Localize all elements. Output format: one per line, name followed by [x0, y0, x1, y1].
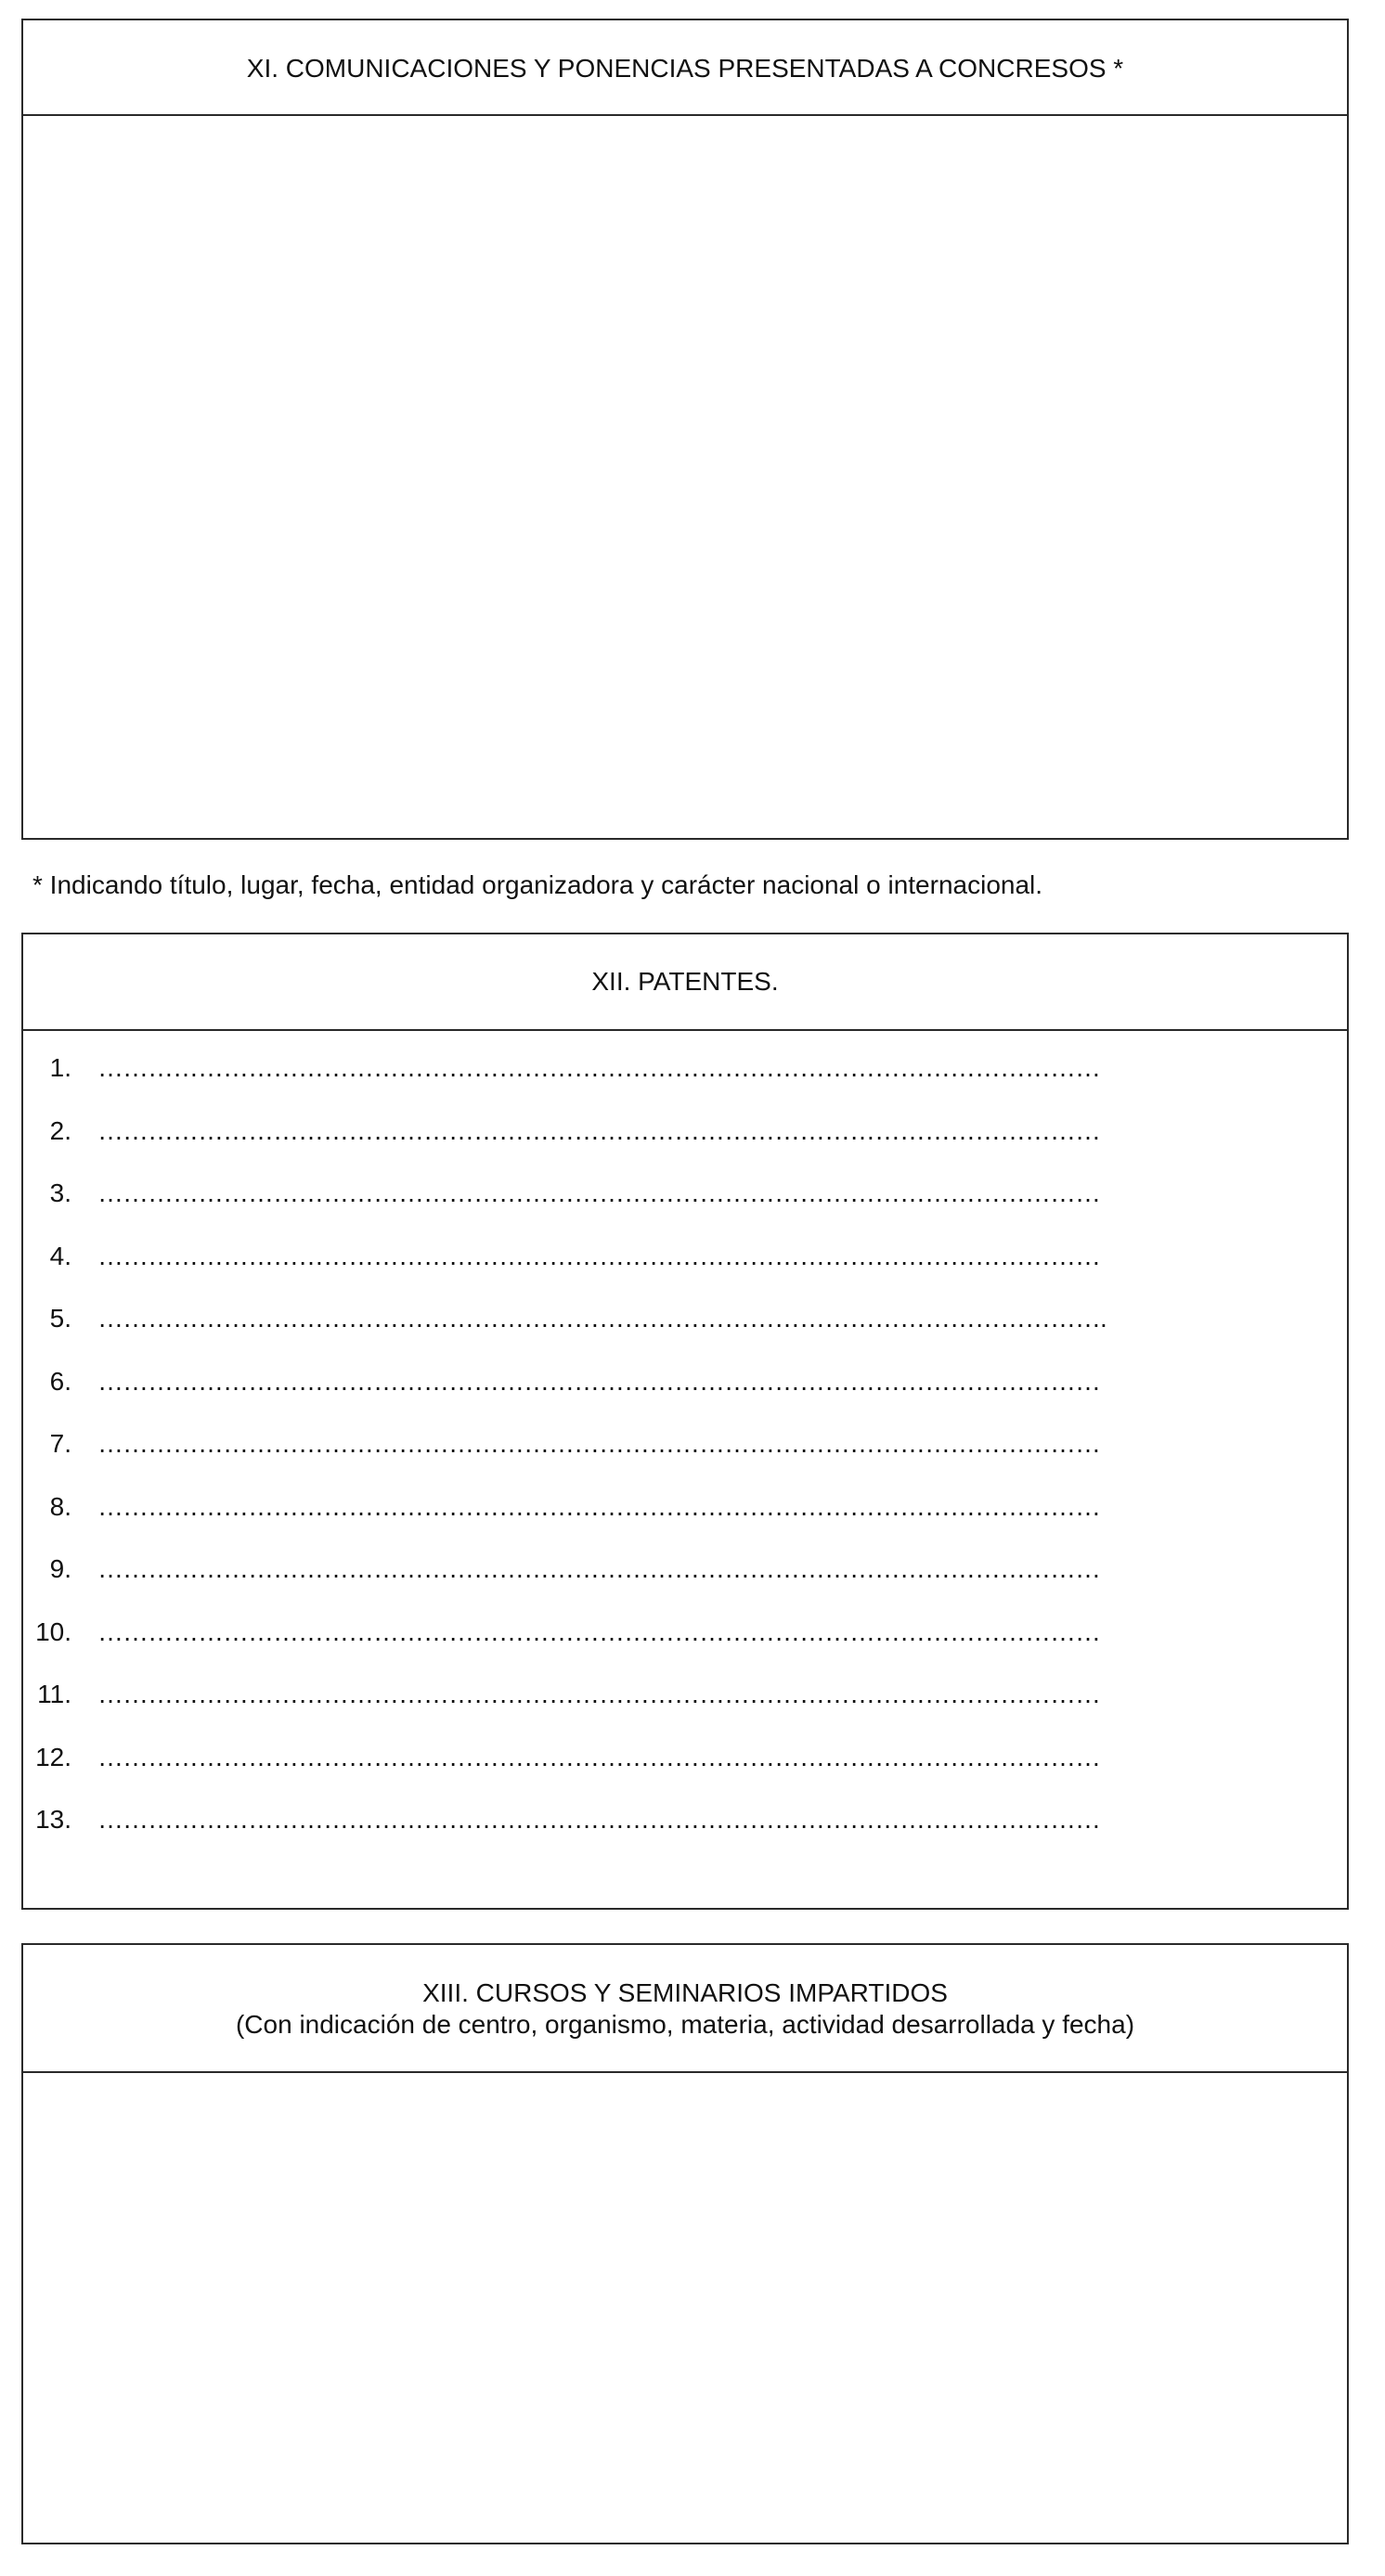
patent-list	[23, 1031, 1347, 1908]
patent-row[interactable]	[23, 1300, 1341, 1337]
patent-row[interactable]	[23, 1739, 1341, 1776]
patent-dotted-line[interactable]: …………………………………………………………………………………………………………	[97, 1429, 1100, 1458]
section-xiii-content-area[interactable]	[23, 2073, 1347, 2541]
patent-dotted-line[interactable]: ………………………………………………………………………………………………………….	[97, 1304, 1107, 1333]
patent-row[interactable]	[23, 1363, 1341, 1400]
patent-dotted-line[interactable]: …………………………………………………………………………………………………………	[97, 1616, 1100, 1646]
patent-dotted-line[interactable]: …………………………………………………………………………………………………………	[97, 1491, 1100, 1521]
patent-number: 9.	[49, 1554, 71, 1583]
patent-row[interactable]	[23, 1050, 1341, 1087]
patent-dotted-line[interactable]: …………………………………………………………………………………………………………	[97, 1680, 1100, 1708]
patent-dotted-line[interactable]: …………………………………………………………………………………………………………	[97, 1805, 1100, 1834]
patent-number: 4.	[49, 1241, 71, 1270]
patent-dotted-line[interactable]: …………………………………………………………………………………………………………	[97, 1179, 1100, 1207]
patent-row[interactable]	[23, 1551, 1341, 1588]
section-xi-box	[21, 19, 1349, 840]
patent-dotted-line[interactable]: …………………………………………………………………………………………………………	[97, 1115, 1100, 1145]
patent-row[interactable]	[23, 1614, 1341, 1651]
patent-row[interactable]	[23, 1113, 1341, 1150]
section-xiii-box	[21, 1943, 1349, 2544]
section-xi-header	[23, 20, 1347, 116]
patent-row[interactable]	[23, 1425, 1341, 1462]
patent-number: 7.	[49, 1429, 71, 1458]
patent-number: 3.	[49, 1179, 71, 1207]
section-xi-title: XI. COMUNICACIONES Y PONENCIAS PRESENTADAS A CONCRESOS *	[246, 53, 1124, 83]
section-xii-box	[21, 933, 1349, 1910]
patent-dotted-line[interactable]: …………………………………………………………………………………………………………	[97, 1554, 1100, 1583]
section-xi-content-area[interactable]	[23, 116, 1347, 838]
section-xii-header	[23, 934, 1347, 1031]
patent-number: 2.	[49, 1115, 71, 1145]
patent-dotted-line[interactable]: …………………………………………………………………………………………………………	[97, 1366, 1100, 1396]
patent-number: 13.	[35, 1805, 71, 1834]
section-xiii-header	[23, 1945, 1347, 2073]
patent-number: 12.	[35, 1742, 71, 1771]
patent-row[interactable]	[23, 1175, 1341, 1212]
section-xiii-title: XIII. CURSOS Y SEMINARIOS IMPARTIDOS	[422, 1978, 948, 2007]
patent-dotted-line[interactable]: …………………………………………………………………………………………………………	[97, 1742, 1100, 1771]
patent-number: 6.	[49, 1366, 71, 1396]
section-xi-footnote: * Indicando título, lugar, fecha, entidad organizadora y carácter nacional o internacional.	[32, 870, 1043, 899]
patent-number: 8.	[49, 1491, 71, 1521]
patent-number: 11.	[37, 1680, 71, 1708]
patent-row[interactable]	[23, 1801, 1341, 1838]
patent-dotted-line[interactable]: …………………………………………………………………………………………………………	[97, 1053, 1100, 1082]
patent-number: 1.	[49, 1053, 71, 1082]
section-xii-title: XII. PATENTES.	[591, 967, 779, 996]
patent-number: 5.	[49, 1304, 71, 1333]
patent-row[interactable]	[23, 1488, 1341, 1526]
patent-row[interactable]	[23, 1676, 1341, 1713]
patent-number: 10.	[35, 1616, 71, 1646]
patent-dotted-line[interactable]: …………………………………………………………………………………………………………	[97, 1241, 1100, 1270]
patent-row[interactable]	[23, 1238, 1341, 1275]
section-xiii-subtitle: (Con indicación de centro, organismo, materia, actividad desarrollada y fecha)	[235, 2010, 1135, 2039]
